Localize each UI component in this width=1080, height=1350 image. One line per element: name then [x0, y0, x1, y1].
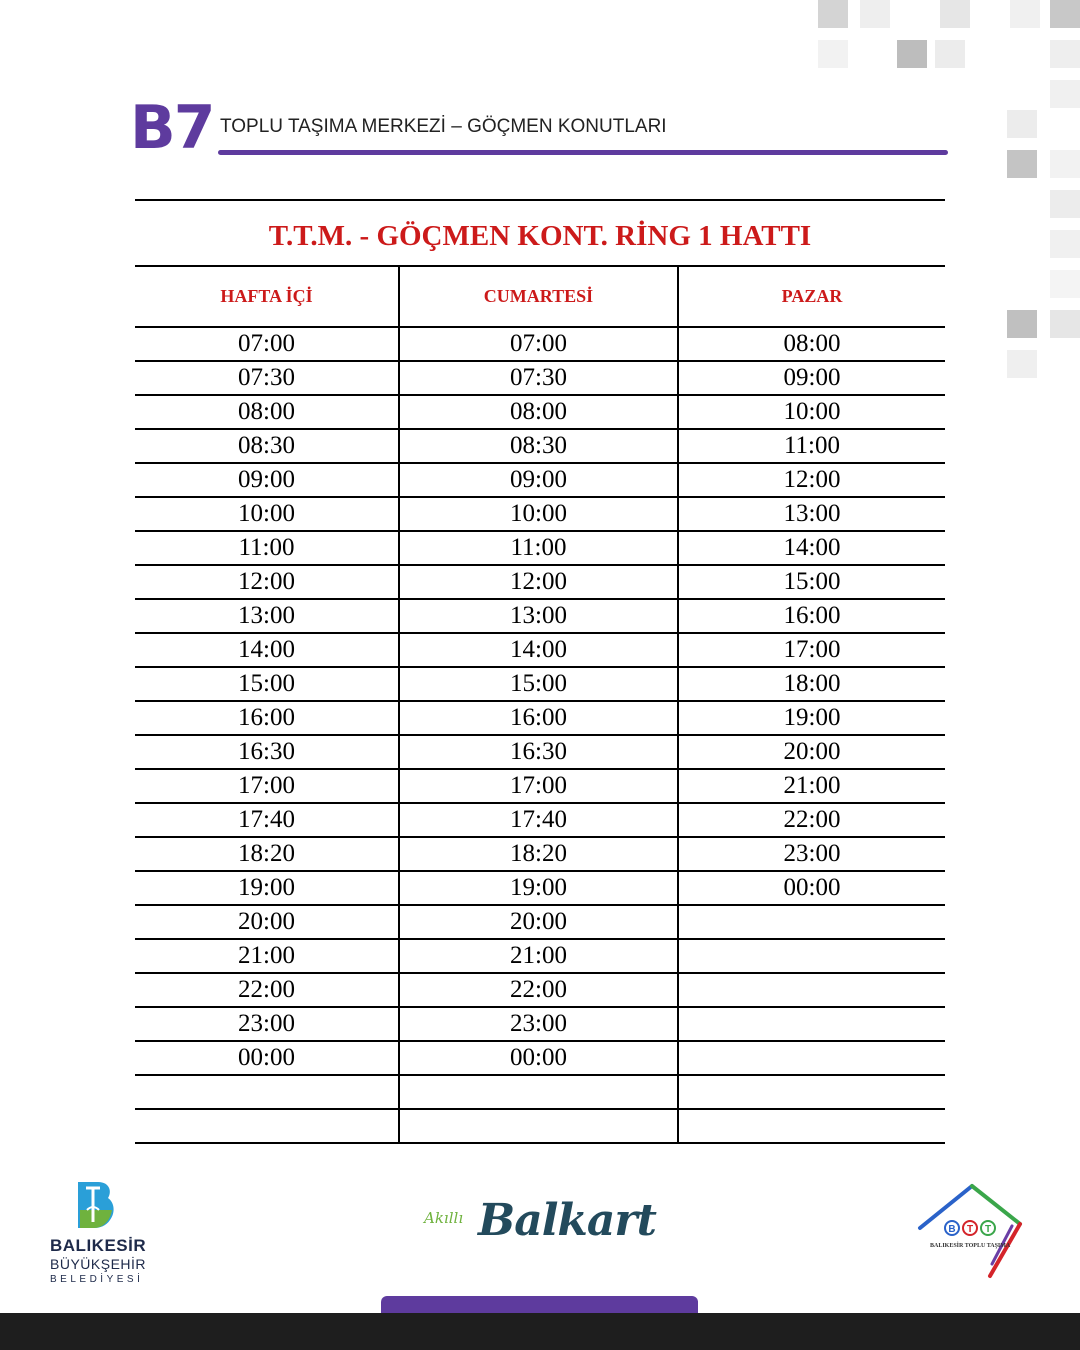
time-cell-weekday: 17:40: [135, 803, 399, 837]
time-cell-sunday: 20:00: [678, 735, 945, 769]
time-cell-saturday: 15:00: [399, 667, 678, 701]
table-row: [135, 395, 945, 429]
route-header: [130, 93, 948, 163]
table-row: [135, 667, 945, 701]
time-cell-weekday: 14:00: [135, 633, 399, 667]
time-cell-weekday: 19:00: [135, 871, 399, 905]
timetable-body: [135, 327, 945, 1143]
time-cell-saturday: 00:00: [399, 1041, 678, 1075]
table-row: [135, 769, 945, 803]
time-cell-weekday: 10:00: [135, 497, 399, 531]
time-cell-saturday: 23:00: [399, 1007, 678, 1041]
time-cell-weekday: 21:00: [135, 939, 399, 973]
bottom-bar: [0, 1313, 1080, 1350]
municipality-name-line2: BÜYÜKŞEHİR: [50, 1256, 147, 1272]
time-cell-sunday: 00:00: [678, 871, 945, 905]
time-cell-sunday: [678, 1007, 945, 1041]
time-cell-sunday: 09:00: [678, 361, 945, 395]
time-cell-weekday: 23:00: [135, 1007, 399, 1041]
time-cell-weekday: 16:30: [135, 735, 399, 769]
table-row: [135, 701, 945, 735]
table-row: [135, 735, 945, 769]
time-cell-saturday: 13:00: [399, 599, 678, 633]
time-cell-sunday: 22:00: [678, 803, 945, 837]
time-cell-weekday: 09:00: [135, 463, 399, 497]
municipality-name-line3: BELEDİYESİ: [50, 1274, 144, 1285]
table-row: [135, 905, 945, 939]
route-underline: [218, 150, 948, 155]
time-cell-saturday: [399, 1075, 678, 1109]
time-cell-weekday: 22:00: [135, 973, 399, 1007]
time-cell-weekday: 17:00: [135, 769, 399, 803]
time-cell-sunday: 10:00: [678, 395, 945, 429]
table-row: [135, 565, 945, 599]
time-cell-weekday: 08:00: [135, 395, 399, 429]
time-cell-weekday: 18:20: [135, 837, 399, 871]
table-row: [135, 633, 945, 667]
time-cell-sunday: 17:00: [678, 633, 945, 667]
table-row: [135, 1109, 945, 1143]
time-cell-sunday: 16:00: [678, 599, 945, 633]
time-cell-sunday: 23:00: [678, 837, 945, 871]
time-cell-sunday: 21:00: [678, 769, 945, 803]
btt-logo: [912, 1180, 1032, 1280]
time-cell-weekday: 12:00: [135, 565, 399, 599]
balkart-name: Balkart: [478, 1195, 656, 1246]
time-cell-sunday: [678, 973, 945, 1007]
time-cell-weekday: 20:00: [135, 905, 399, 939]
b-letter-logo-icon: [76, 1180, 116, 1234]
time-cell-saturday: 19:00: [399, 871, 678, 905]
time-cell-weekday: 11:00: [135, 531, 399, 565]
municipality-name-line1: BALIKESİR: [50, 1236, 147, 1255]
table-row: [135, 463, 945, 497]
table-row: [135, 599, 945, 633]
time-cell-sunday: 14:00: [678, 531, 945, 565]
time-cell-weekday: 16:00: [135, 701, 399, 735]
time-cell-sunday: 08:00: [678, 327, 945, 361]
time-cell-weekday: 07:30: [135, 361, 399, 395]
time-cell-saturday: 12:00: [399, 565, 678, 599]
time-cell-saturday: 07:00: [399, 327, 678, 361]
btt-caption: BALIKESİR TOPLU TAŞIMA: [930, 1243, 1011, 1249]
timetable: [135, 199, 945, 1144]
time-cell-saturday: 08:00: [399, 395, 678, 429]
time-cell-sunday: 13:00: [678, 497, 945, 531]
table-row: [135, 429, 945, 463]
time-cell-saturday: 18:20: [399, 837, 678, 871]
table-row: [135, 497, 945, 531]
time-cell-sunday: 19:00: [678, 701, 945, 735]
table-header-row: [135, 267, 945, 327]
table-row: [135, 327, 945, 361]
time-cell-saturday: 16:30: [399, 735, 678, 769]
btt-letter-t2: T: [984, 1224, 992, 1235]
balkart-prefix: Akıllı: [424, 1209, 464, 1227]
time-cell-sunday: 12:00: [678, 463, 945, 497]
time-cell-saturday: [399, 1109, 678, 1143]
time-cell-sunday: [678, 1041, 945, 1075]
table-row: [135, 837, 945, 871]
time-cell-weekday: 00:00: [135, 1041, 399, 1075]
time-cell-sunday: 18:00: [678, 667, 945, 701]
table-row: [135, 531, 945, 565]
time-cell-sunday: [678, 905, 945, 939]
time-cell-weekday: 15:00: [135, 667, 399, 701]
time-cell-saturday: 20:00: [399, 905, 678, 939]
time-cell-saturday: 09:00: [399, 463, 678, 497]
timetable-grid: [135, 267, 945, 1144]
column-header-weekday: HAFTA İÇİ: [135, 267, 399, 327]
time-cell-saturday: 17:40: [399, 803, 678, 837]
time-cell-sunday: 11:00: [678, 429, 945, 463]
time-cell-saturday: 14:00: [399, 633, 678, 667]
btt-letter-b: B: [948, 1224, 956, 1235]
table-row: [135, 1007, 945, 1041]
column-header-saturday: CUMARTESİ: [399, 267, 678, 327]
time-cell-saturday: 16:00: [399, 701, 678, 735]
time-cell-saturday: 21:00: [399, 939, 678, 973]
table-row: [135, 973, 945, 1007]
time-cell-weekday: [135, 1109, 399, 1143]
table-row: [135, 939, 945, 973]
table-row: [135, 1075, 945, 1109]
balkart-logo: [420, 1195, 670, 1265]
table-row: [135, 1041, 945, 1075]
time-cell-saturday: 22:00: [399, 973, 678, 1007]
route-code: B7: [130, 93, 214, 163]
time-cell-sunday: [678, 939, 945, 973]
time-cell-weekday: 08:30: [135, 429, 399, 463]
time-cell-saturday: 07:30: [399, 361, 678, 395]
column-header-sunday: PAZAR: [678, 267, 945, 327]
time-cell-weekday: 13:00: [135, 599, 399, 633]
house-roof-logo-icon: [912, 1180, 1032, 1280]
time-cell-weekday: 07:00: [135, 327, 399, 361]
table-row: [135, 803, 945, 837]
time-cell-saturday: 10:00: [399, 497, 678, 531]
time-cell-sunday: 15:00: [678, 565, 945, 599]
municipality-logo: [48, 1180, 158, 1290]
route-title: TOPLU TAŞIMA MERKEZİ – GÖÇMEN KONUTLARI: [220, 116, 667, 137]
time-cell-sunday: [678, 1109, 945, 1143]
time-cell-saturday: 17:00: [399, 769, 678, 803]
btt-letter-t1: T: [966, 1224, 974, 1235]
table-row: [135, 871, 945, 905]
time-cell-saturday: 11:00: [399, 531, 678, 565]
time-cell-weekday: [135, 1075, 399, 1109]
time-cell-saturday: 08:30: [399, 429, 678, 463]
time-cell-sunday: [678, 1075, 945, 1109]
timetable-title: T.T.M. - GÖÇMEN KONT. RİNG 1 HATTI: [135, 201, 945, 267]
table-row: [135, 361, 945, 395]
